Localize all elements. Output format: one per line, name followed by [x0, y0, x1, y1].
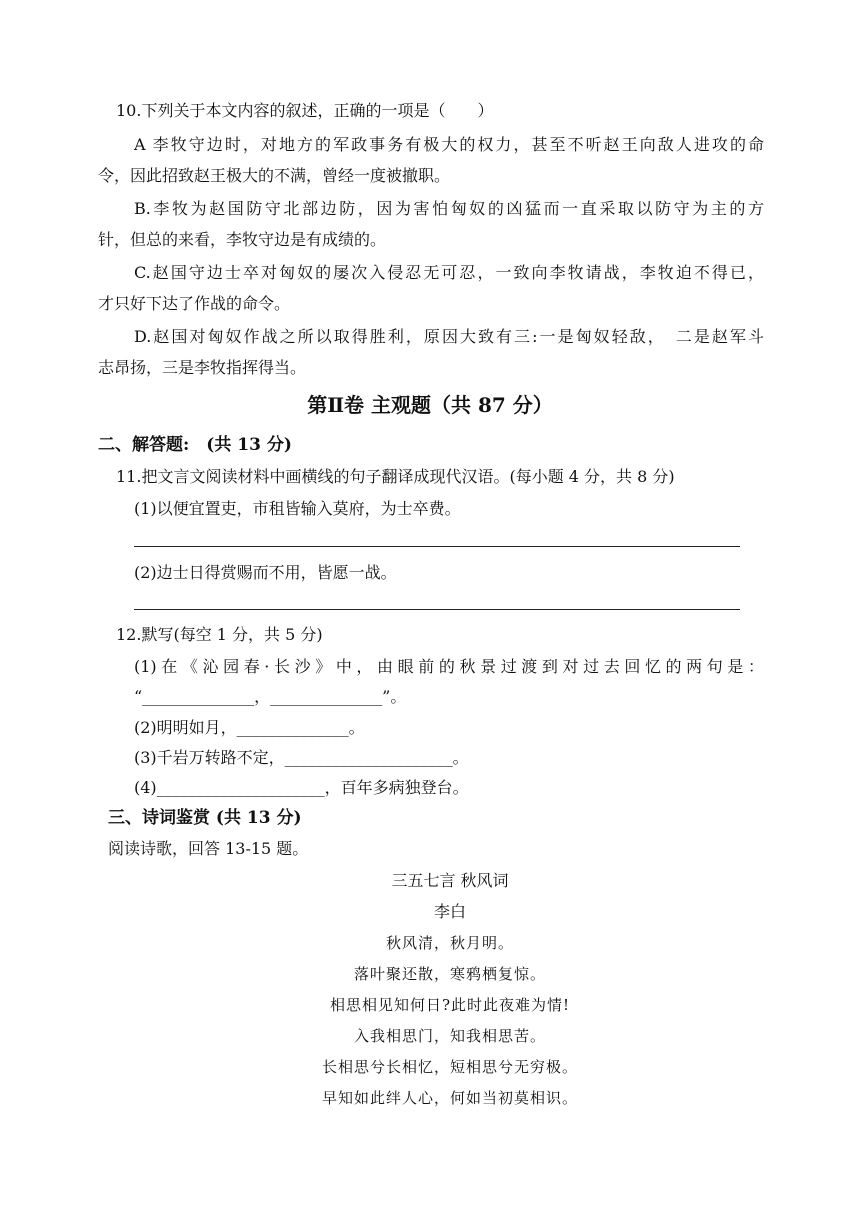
q11-answer-line1[interactable]	[134, 546, 740, 547]
q12-stem: 12.默写(每空 1 分，共 5 分)	[116, 625, 323, 644]
q12-item1-line1: (1)在《沁园春·长沙》中，由眼前的秋景过渡到对过去回忆的两句是：	[134, 657, 764, 676]
q11-item1: (1)以便宜置吏，市租皆输入莫府，为士卒费。	[134, 499, 461, 518]
q11-answer-line2[interactable]	[134, 609, 740, 610]
q12-item3: (3)千岩万转路不定，_____________________。	[134, 748, 469, 767]
q10-option-c-line2: 才只好下达了作战的命令。	[98, 294, 291, 313]
q10-stem: 10.下列关于本文内容的叙述，正确的一项是（ ）	[116, 101, 494, 120]
q10-option-a-line1: A 李牧守边时，对地方的军政事务有极大的权力，甚至不听赵王向敌人进攻的命	[134, 135, 764, 154]
q12-item4: (4)_____________________，百年多病独登台。	[134, 778, 469, 797]
q10-option-b-line1: B.李牧为赵国防守北部边防，因为害怕匈奴的凶猛而一直采取以防守为主的方	[134, 199, 764, 218]
section3-heading: 三、诗词鉴赏 (共 13 分)	[108, 808, 302, 828]
q12-item2: (2)明明如月，______________。	[134, 718, 365, 737]
q10-option-d-line2: 志昂扬，三是李牧指挥得当。	[98, 358, 307, 377]
q11-stem: 11.把文言文阅读材料中画横线的句子翻译成现代汉语。(每小题 4 分，共 8 分)	[116, 467, 675, 486]
q10-option-d-line1: D.赵国对匈奴作战之所以取得胜利，原因大致有三:一是匈奴轻敌， 二是赵军斗	[134, 327, 764, 346]
poem-title: 三五七言 秋风词	[391, 871, 509, 890]
poem-author: 李白	[433, 902, 466, 921]
q10-option-b-line2: 针，但总的来看，李牧守边是有成绩的。	[98, 230, 387, 249]
q11-item2: (2)边士日得赏赐而不用，皆愿一战。	[134, 563, 397, 582]
q10-option-c-line1: C.赵国守边士卒对匈奴的屡次入侵忍无可忍，一致向李牧请战，李牧迫不得已，	[134, 263, 764, 282]
q12-item1-line2: “______________，______________”。	[134, 687, 407, 706]
section3-intro: 阅读诗歌，回答 13-15 题。	[108, 839, 309, 858]
poem-line: 早知如此绊人心，何如当初莫相识。	[321, 1089, 578, 1107]
q10-option-a-line2: 令，因此招致赵王极大的不满，曾经一度被撤职。	[98, 166, 451, 185]
poem-line: 秋风清，秋月明。	[385, 934, 514, 952]
poem-line: 长相思兮长相忆，短相思兮无穷极。	[321, 1058, 578, 1076]
poem-line: 落叶聚还散，寒鸦栖复惊。	[353, 965, 546, 983]
volume-title: 第Ⅱ卷 主观题（共 87 分）	[307, 393, 553, 417]
poem-line: 入我相思门，知我相思苦。	[353, 1027, 546, 1045]
section2-heading: 二、解答题: (共 13 分)	[98, 435, 292, 455]
poem-line: 相思相见知何日?此时此夜难为情!	[329, 996, 571, 1014]
